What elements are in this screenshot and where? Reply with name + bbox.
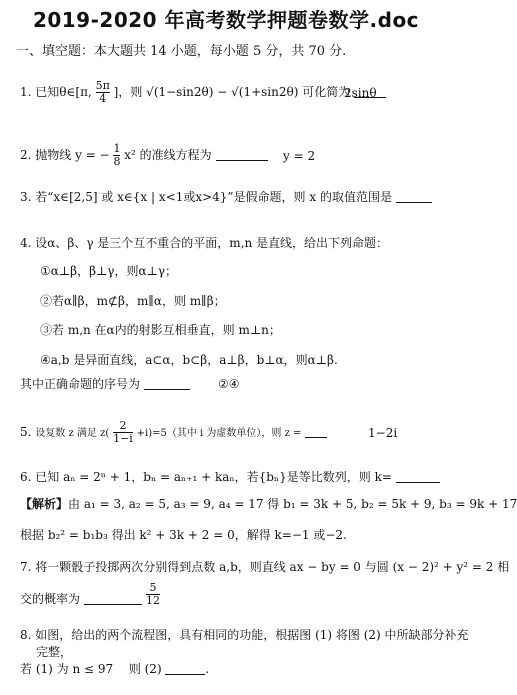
- analysis-line-2: 根据 b₂² = b₁b₃ 得出 k² + 3k + 2 = 0，解得 k=−1 或−2.: [20, 528, 347, 542]
- proposition-item: ③若 m,n 在α内的射影互相垂直，则 m⊥n；: [40, 323, 281, 337]
- question-8-cont: 完整，: [36, 645, 73, 659]
- fraction: [96, 80, 110, 105]
- analysis-text: 由 a₁ = 3, a₂ = 5, a₃ = 9, a₄ = 17 得 b₁ = 3k + 5, b₂ = 5k + 9, b₃ = 9k + 17: [68, 497, 517, 511]
- section-heading: 一、填空题：本大题共 14 小题，每小题 5 分，共 70 分.: [16, 44, 347, 59]
- question-text: 交的概率为: [20, 592, 81, 606]
- question-number: 1.: [20, 85, 32, 99]
- fraction-denominator: 8: [113, 155, 121, 168]
- question-3: [20, 190, 452, 205]
- question-7-cont: [20, 592, 452, 607]
- fraction-denominator: 4: [96, 92, 110, 105]
- question-text: 如图，给出的两个流程图，具有相同的功能，根据图 (1) 将图 (2) 中所缺部分补充: [35, 628, 469, 642]
- question-number: 3.: [20, 190, 32, 204]
- answer-blank: [84, 592, 142, 605]
- question-text: 设复数 z 满足 z(: [35, 428, 110, 439]
- question-text: ]，则 √(1−sin2θ) − √(1+sin2θ) 可化简为: [113, 85, 351, 99]
- proposition-item: ①α⊥β，β⊥γ，则α⊥γ；: [40, 264, 178, 278]
- question-text: x² 的准线方程为: [124, 148, 212, 162]
- answer-7: [146, 582, 160, 607]
- answer-blank: [216, 148, 268, 161]
- answer-blank: [396, 190, 432, 203]
- question-text: 将一颗骰子投掷两次分别得到点数 a,b，则直线 ax − by = 0 与圆 (x − 2)² + y² = 2 相: [35, 560, 510, 574]
- question-text: 其中正确命题的序号为: [20, 377, 141, 391]
- fraction-numerator: 5: [149, 581, 157, 594]
- answer-2: y = 2: [283, 149, 316, 163]
- proposition-item: ②若α∥β，m⊄β，m∥α，则 m∥β；: [40, 294, 226, 308]
- question-8: [20, 628, 469, 643]
- question-7: [20, 560, 510, 575]
- question-text: 若“x∈[2,5] 或 x∈{x | x<1或x>4}”是假命题，则 x 的取值范围是: [35, 190, 392, 204]
- fraction-numerator: 5π: [95, 79, 110, 92]
- question-number: 6.: [20, 470, 32, 484]
- question-number: 4.: [20, 236, 32, 250]
- question-text: 已知θ∈[π,: [35, 85, 92, 99]
- fraction-denominator: 12: [146, 594, 160, 607]
- question-text: +i)=5（其中 i 为虚数单位），则 z =: [136, 428, 302, 439]
- condition-text: n ≤ 97: [72, 662, 114, 676]
- question-4: [20, 236, 452, 251]
- question-2: [20, 143, 452, 168]
- fraction: [113, 420, 133, 445]
- fraction-numerator: 2: [119, 419, 127, 432]
- answer-5: 1−2i: [368, 426, 398, 440]
- answer-blank: [305, 425, 327, 438]
- analysis-label: 【解析】: [20, 497, 69, 511]
- analysis-line-1: [20, 497, 517, 512]
- question-number: 2.: [20, 148, 32, 162]
- question-text: 则 (2): [128, 662, 162, 676]
- answer-blank: [396, 470, 440, 483]
- question-6: [20, 470, 452, 485]
- question-text: 抛物线 y = −: [35, 148, 110, 162]
- question-1: [20, 80, 452, 105]
- answer-1: 2sinθ: [344, 86, 377, 100]
- question-number: 5.: [20, 425, 32, 439]
- answer-4: ②④: [218, 377, 240, 391]
- proposition-item: ④a,b 是异面直线，a⊂α，b⊂β，a⊥β，b⊥α，则α⊥β.: [40, 353, 338, 367]
- answer-blank: [165, 662, 205, 675]
- question-number: 7.: [20, 560, 32, 574]
- answer-fraction: [146, 582, 160, 607]
- question-text: 若 (1) 为: [20, 662, 69, 676]
- question-number: 8.: [20, 628, 32, 642]
- question-text: 设α、β、γ 是三个互不重合的平面，m,n 是直线，给出下列命题：: [35, 236, 389, 250]
- fraction-numerator: 1: [113, 142, 121, 155]
- document-title: 2019-2020 年高考数学押题卷数学.doc: [32, 8, 420, 32]
- question-text: 已知 aₙ = 2ⁿ + 1，bₙ = aₙ₊₁ + kaₙ，若{bₙ}是等比数列，则 k=: [35, 470, 392, 484]
- question-8-line-3: 若 (1) 为 n ≤ 97 则 (2) .: [20, 662, 210, 676]
- fraction: [113, 143, 120, 168]
- fraction-denominator: 1−i: [113, 432, 133, 445]
- answer-blank: [144, 377, 190, 390]
